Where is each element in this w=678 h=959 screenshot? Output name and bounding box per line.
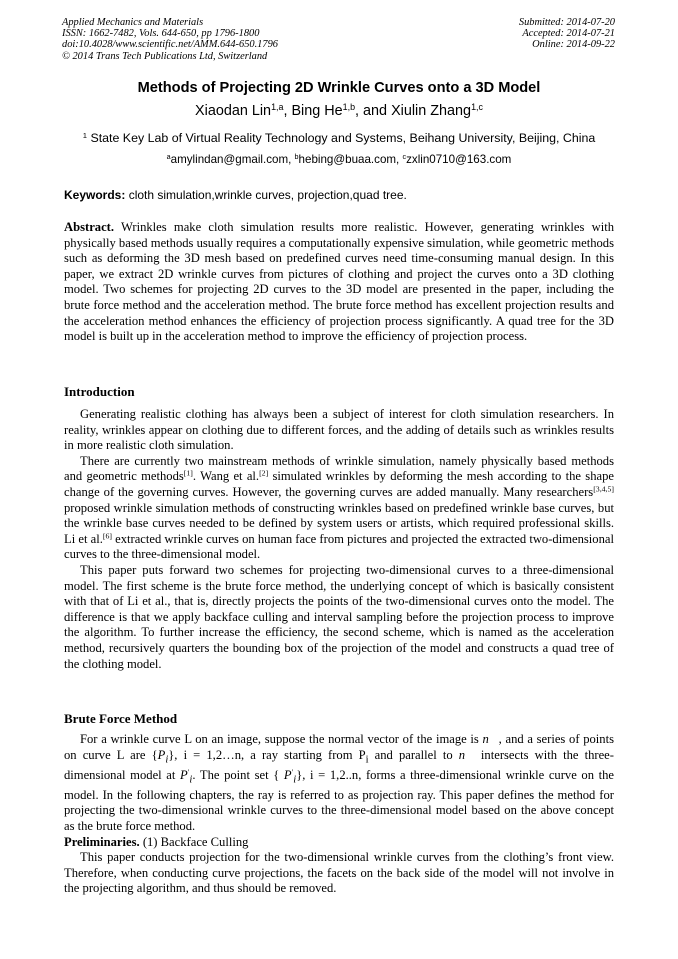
citation[interactable]: [2] — [259, 469, 269, 479]
brute-force-body — [64, 732, 614, 897]
text-run: There are currently two mainstream methods of wrinkle simulation, namely physically based methods and geometric methods — [64, 453, 614, 484]
email-link[interactable]: amylindan@gmail.com, — [170, 153, 295, 166]
affiliation-text: State Key Lab of Virtual Reality Technology and Systems, Beihang University, Beijing, China — [90, 131, 596, 145]
keywords-text: cloth simulation,wrinkle curves, projection,quad tree. — [128, 188, 407, 202]
math-superscript: ′ — [187, 767, 190, 777]
affiliation-superscript: 1 — [82, 130, 87, 140]
header-left — [62, 17, 278, 62]
text-run: proposed wrinkle simulation methods of constructing wrinkles based on predefined wrinkle base curves, but the wrinkle base curves needed to be defined by system users or artists, which required professional skills. Li et al. — [64, 500, 614, 546]
text-run: . Wang et al. — [192, 469, 260, 484]
email-superscript: a — [166, 152, 171, 162]
submitted-date: Submitted: 2014-07-20 — [518, 17, 615, 28]
journal-name: Applied Mechanics and Materials — [62, 17, 204, 28]
section-heading-brute-force: Brute Force Method — [64, 711, 178, 726]
paragraph: This paper puts forward two schemes for projecting two-dimensional curves to a three-dimensional model. The first scheme is the brute force method, the underlying concept of which is basically consistent with that of Li et al., that is, directly projects the points of the two-dimensional curves onto the model. The difference is that we apply backface culling and interval sampling before the projection process to improve the algorithm. To further increase the efficiency, the second scheme, which is named as the acceleration method, recursively quarters the bounding box of the projection of the model and constructs a quad tree of the clothing model. — [64, 562, 614, 671]
copyright-line: © 2014 Trans Tech Publications Ltd, Switzerland — [62, 50, 268, 62]
normal-vector-symbol: n⃗ — [458, 747, 475, 762]
affiliation — [0, 131, 678, 145]
paragraph — [64, 835, 614, 851]
email-link[interactable]: zxlin0710@163.com — [406, 153, 512, 166]
paragraph — [64, 454, 614, 563]
text-run: (1) Backface Culling — [139, 834, 249, 849]
abstract — [64, 220, 614, 345]
math-subscript: i — [165, 754, 169, 766]
keywords-label: Keywords: — [64, 188, 126, 202]
math-symbol: P — [157, 747, 166, 762]
text-run: and parallel to — [368, 747, 459, 762]
math-superscript: ′ — [291, 767, 294, 777]
author-superscript: 1,b — [342, 102, 356, 113]
text-run: , and a series of points on curve L are { — [64, 732, 615, 762]
normal-vector-symbol: n⃗ — [482, 732, 499, 746]
accepted-date: Accepted: 2014-07-21 — [522, 28, 615, 40]
subsection-label: Preliminaries. — [64, 834, 140, 849]
author-separator: , — [283, 103, 292, 119]
author-superscript: 1,c — [471, 102, 483, 113]
author-list — [0, 103, 678, 119]
text-run: . The point set { — [192, 767, 284, 782]
text-run: }, i = 1,2..n, forms a three-dimensional wrinkle curve on the model. In the following chapters, the ray is referred to as projection ray. This paper defines the method for projecting the two-dimensional wrinkle curves to the three-dimensional model based on the above concept as the brute force method. — [64, 767, 615, 833]
citation[interactable]: [1] — [183, 469, 193, 479]
author-name: Bing He — [291, 103, 343, 119]
email-superscript: b — [294, 152, 299, 162]
math-subscript: i — [365, 754, 369, 766]
math-subscript: i — [293, 774, 297, 786]
author-name: Xiaodan Lin — [195, 103, 272, 119]
math-symbol: P — [283, 767, 292, 782]
keywords — [64, 188, 615, 202]
issn-line: ISSN: 1662-7482, Vols. 644-650, pp 1796-1800 — [62, 28, 260, 40]
author-emails — [0, 153, 678, 166]
header-right — [519, 17, 615, 51]
paper-title: Methods of Projecting 2D Wrinkle Curves onto a 3D Model — [137, 80, 541, 96]
text-run: simulated wrinkles by deforming the mesh according to the shape change of the governing curves. However, the governing curves are added manually. Many researchers — [64, 469, 614, 499]
online-date: Online: 2014-09-22 — [532, 39, 615, 51]
abstract-label: Abstract. — [64, 220, 115, 234]
abstract-text: Wrinkles make cloth simulation results more realistic. However, generating wrinkles with physically based methods usually requires a computationally expensive simulation, while geometric methods such as deforming the 3D mesh based on predefined curves need time-consuming manual design. In this paper, we extract 2D wrinkle curves from pictures of clothing and project the curves onto a 3D clothing model. Two schemes for projecting 2D curves to the 3D model are presented in the paper, including the brute force method and the acceleration method. The brute force method has excellent projection results and the acceleration method enhances the efficiency of projection process significantly. A quad tree for the 3D model is built up in the acceleration method to improve the efficiency of projection process. — [64, 220, 614, 344]
text-run: intersects with the three-dimensional model at — [64, 747, 614, 782]
math-subscript: i — [189, 774, 193, 786]
text-run: extracted wrinkle curves on human face from pictures and projected the extracted two-dimensional curves to the three-dimensional model. — [64, 531, 614, 562]
paragraph — [64, 732, 614, 835]
email-link[interactable]: hebing@buaa.com, — [298, 153, 403, 166]
citation[interactable]: [6] — [102, 531, 112, 541]
math-symbol: P — [180, 767, 188, 782]
section-heading-introduction: Introduction — [64, 384, 135, 399]
paragraph: Generating realistic clothing has always been a subject of interest for cloth simulation researchers. In reality, wrinkles appear on clothing due to different forces, and the adding of details such as wrinkles results in more realistic cloth simulation. — [64, 407, 614, 453]
paragraph: This paper conducts projection for the two-dimensional wrinkle curves from the clothing’s front view. Therefore, when conducting curve projections, the facets on the back side of the model will not involve in the projecting algorithm, and thus should be removed. — [64, 850, 614, 896]
author-name: Xiulin Zhang — [391, 103, 472, 119]
text-run: For a wrinkle curve L on an image, suppose the normal vector of the image is — [80, 732, 483, 746]
author-superscript: 1,a — [271, 102, 284, 113]
introduction-body — [64, 407, 614, 672]
author-separator: , and — [355, 103, 392, 119]
citation[interactable]: [3,4,5] — [593, 484, 614, 494]
doi-line[interactable]: doi:10.4028/www.scientific.net/AMM.644-650.1796 — [62, 39, 278, 51]
email-superscript: c — [402, 152, 407, 162]
text-run: }, i = 1,2…n, a ray starting from P — [168, 747, 366, 762]
